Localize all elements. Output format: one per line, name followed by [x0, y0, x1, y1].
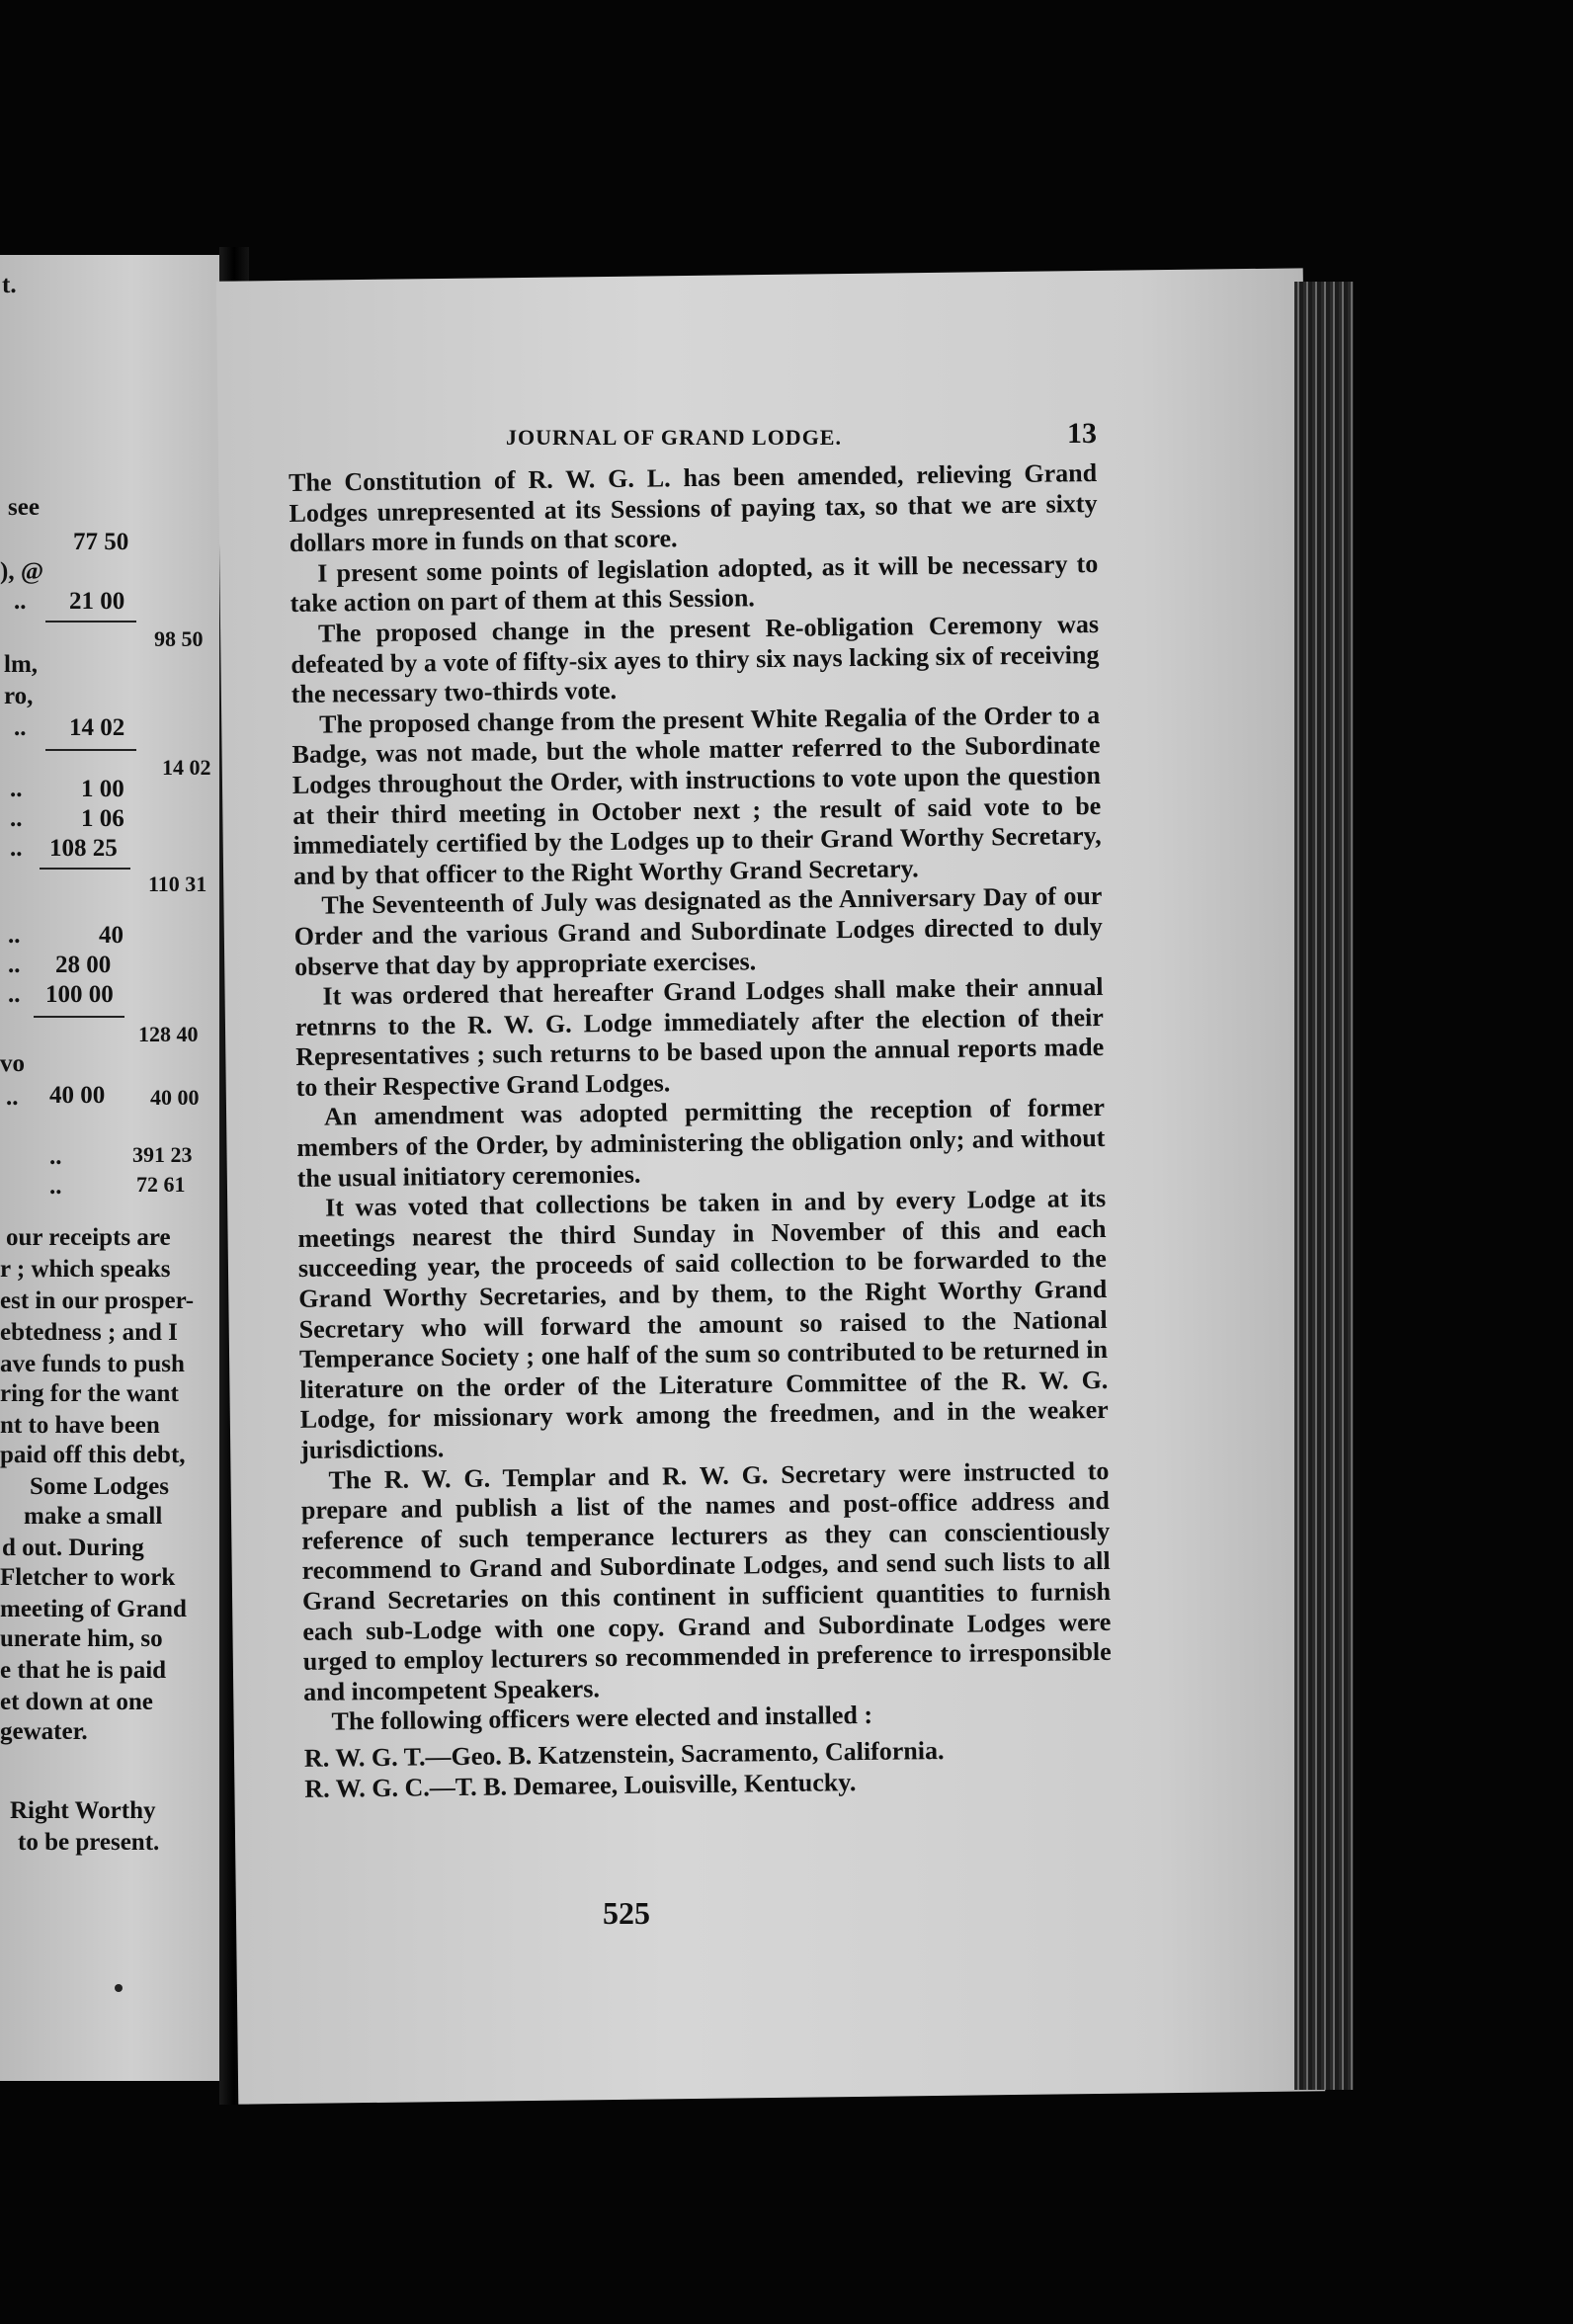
left-line: et down at one: [0, 1689, 153, 1715]
left-line: r ; which speaks: [0, 1256, 171, 1283]
left-rule: [45, 621, 136, 622]
left-line: ..: [8, 981, 21, 1008]
left-line: ..: [6, 1084, 19, 1111]
officer-line: R. W. G. T.—Geo. B. Katzenstein, Sacramento, California.: [303, 1735, 945, 1773]
paragraph: I present some points of legislation adopted, as it will be necessary to take action on part of them at this Session.: [290, 548, 1099, 619]
left-line: ..: [49, 1173, 62, 1200]
left-line: ..: [8, 952, 21, 978]
left-line: 72 61: [136, 1172, 186, 1197]
left-line: 40 00: [49, 1082, 106, 1109]
left-line: 108 25: [49, 835, 118, 862]
paragraph: An amendment was adopted permitting the reception of former members of the Order, by administering the obligation only; and without the usual initiatory ceremonies.: [296, 1093, 1106, 1193]
left-line: 40 00: [150, 1085, 200, 1110]
paragraph: It was voted that collections be taken in and by every Lodge at its meetings nearest the third Sunday in November of this and each succeeding year, the proceeds of said collection to be forwarded to the Grand Worthy Secretaries, and by them, to the Right Worthy Grand Secretary who will forward the amount so raised to the National Temperance Society ; one half of the sum so contributed to be returned in literature on the order of the Literature Committee of the R. W. G. Lodge, for missionary work among the freedmen, and in the weaker jurisdictions.: [297, 1184, 1109, 1464]
left-line: ..: [10, 835, 23, 862]
left-line: 128 40: [138, 1022, 199, 1046]
left-line: 391 23: [132, 1142, 193, 1167]
left-line: Some Lodges: [30, 1473, 169, 1500]
left-line: 1 00: [81, 776, 124, 802]
running-head: JOURNAL OF GRAND LODGE.: [506, 425, 842, 450]
paragraph: The Constitution of R. W. G. L. has been amended, relieving Grand Lodges unrepresented at its Sessions of paying tax, so that we are sixty dollars more in funds on that score.: [289, 458, 1098, 558]
left-page-fragment: [0, 255, 219, 2081]
paragraph: The Seventeenth of July was designated as the Anniversary Day of our Order and the various Grand and Subordinate Lodges directed to duly observe that day by appropriate exercises.: [293, 881, 1103, 981]
left-line: ..: [8, 922, 21, 949]
officer-line: R. W. G. C.—T. B. Demaree, Louisville, Kentucky.: [304, 1767, 857, 1803]
left-line: to be present.: [18, 1829, 160, 1856]
left-line: make a small: [24, 1503, 163, 1530]
page-edge-stack: [1294, 282, 1354, 2090]
left-line: see: [8, 494, 40, 521]
left-line: 40: [99, 922, 124, 949]
left-line: ), @: [0, 558, 44, 585]
left-line: 77 50: [73, 529, 129, 555]
left-line: 110 31: [148, 872, 207, 896]
left-line: ..: [14, 714, 27, 741]
left-line: ro,: [4, 683, 34, 709]
left-line: gewater.: [0, 1718, 88, 1745]
left-rule: [34, 1016, 124, 1018]
left-line: Fletcher to work: [0, 1564, 176, 1591]
left-line: ebtedness ; and I: [0, 1319, 178, 1346]
left-line: t.: [2, 272, 17, 298]
left-line: ave funds to push: [0, 1351, 185, 1377]
left-line: our receipts are: [6, 1224, 171, 1251]
paragraph: The proposed change in the present Re-obligation Ceremony was defeated by a vote of fifty-six ayes to thiry six nays lacking six of receiving the necessary two-thirds vote.: [290, 609, 1100, 709]
left-line: unerate him, so: [0, 1625, 163, 1652]
left-line: ring for the want: [0, 1380, 179, 1407]
left-rule: [45, 749, 136, 751]
paragraph: It was ordered that hereafter Grand Lodges shall make their annual retnrns to the R. W. G. Lodge immediately after the election of their Representatives ; such returns to be based upon the annual reports made to their Respective Grand Lodges.: [294, 972, 1105, 1102]
left-line: d out. During: [2, 1535, 144, 1561]
left-line: lm,: [4, 651, 39, 678]
left-line: ..: [14, 588, 27, 615]
left-line: ..: [49, 1143, 62, 1170]
left-line: 98 50: [154, 626, 204, 651]
left-line: ..: [10, 776, 23, 802]
left-line: paid off this debt,: [0, 1442, 186, 1468]
left-line: 14 02: [162, 755, 211, 780]
paragraph: The proposed change from the present White Regalia of the Order to a Badge, was not made, but the whole matter referred to the Subordinate Lodges throughout the Order, with instructions to vote upon the question at their third meeting in October next ; the result of said vote to be immediately certified by the Lodges up to their Grand Worthy Secretary, and by that officer to the Right Worthy Grand Secretary.: [291, 700, 1102, 890]
left-line: 100 00: [45, 981, 114, 1008]
left-rule: [40, 868, 130, 870]
paragraph: The following officers were elected and installed :: [331, 1701, 873, 1736]
folio-number: 525: [603, 1895, 650, 1931]
left-line: nt to have been: [0, 1412, 160, 1439]
left-line: est in our prosper-: [0, 1287, 195, 1314]
page-number: 13: [1067, 417, 1097, 450]
page-header: [277, 417, 1097, 460]
paragraph: The R. W. G. Templar and R. W. G. Secretary were instructed to prepare and publish a list of the names and post-office address and reference of such temperance lecturers as they can conscientiously recommend to Grand and Subordinate Lodges, and send such lists to all Grand Secretaries on this continent in sufficient quantities to furnish each sub-Lodge with one copy. Grand and Subordinate Lodges were urged to employ lecturers so recommended in preference to irresponsible and incompetent Speakers.: [300, 1455, 1112, 1706]
left-line: meeting of Grand: [0, 1596, 187, 1622]
officer-list: [304, 1734, 1114, 1804]
left-line: Right Worthy: [10, 1797, 156, 1824]
left-line: 21 00: [69, 588, 125, 615]
left-line: vo: [0, 1050, 25, 1077]
left-line: e that he is paid: [0, 1657, 167, 1684]
ink-speck: [115, 1984, 123, 1992]
body-text: [289, 458, 1113, 1804]
left-line: ..: [10, 805, 23, 832]
left-line: 14 02: [69, 714, 125, 741]
left-line: 28 00: [55, 952, 112, 978]
left-line: 1 06: [81, 805, 124, 832]
